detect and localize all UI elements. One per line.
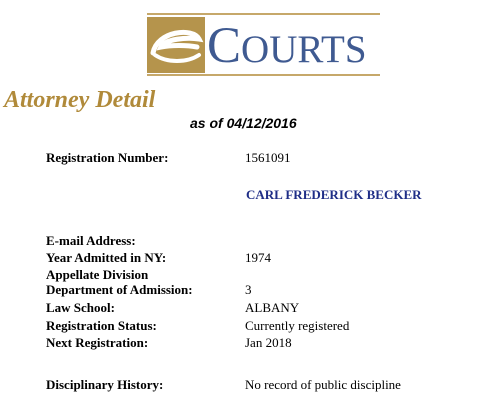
ecourts-e-icon [147,17,205,73]
registration-number-value: 1561091 [245,150,291,165]
logo-emblem [147,17,205,73]
page-title: Attorney Detail [4,87,156,113]
appellate-division-value: 3 [245,282,252,297]
attorney-name: CARL FREDERICK BECKER [246,187,422,202]
as-of-date: as of 04/12/2016 [190,115,297,131]
appellate-division-label-line1: Appellate Division [46,267,149,282]
registration-status-value: Currently registered [245,318,350,333]
logo-wordmark [207,18,367,75]
law-school-label: Law School: [46,300,115,315]
year-admitted-value: 1974 [245,250,271,265]
logo-bottom-rule [147,74,380,76]
next-registration-label: Next Registration: [46,335,149,350]
registration-number-label: Registration Number: [46,150,169,165]
disciplinary-history-value: No record of public discipline [245,377,401,392]
logo-letters-ourts: OURTS [241,28,367,71]
appellate-division-row [46,267,476,297]
logo-letter-c: C [207,18,242,74]
next-registration-value: Jan 2018 [245,335,292,350]
disciplinary-history-label: Disciplinary History: [46,377,164,392]
registration-status-label: Registration Status: [46,318,157,333]
logo-top-rule [147,13,380,15]
email-label: E-mail Address: [46,233,136,248]
law-school-value: ALBANY [245,300,300,315]
appellate-division-label [46,267,193,297]
appellate-division-label-line2: Department of Admission: [46,282,193,297]
year-admitted-label: Year Admitted in NY: [46,250,167,265]
